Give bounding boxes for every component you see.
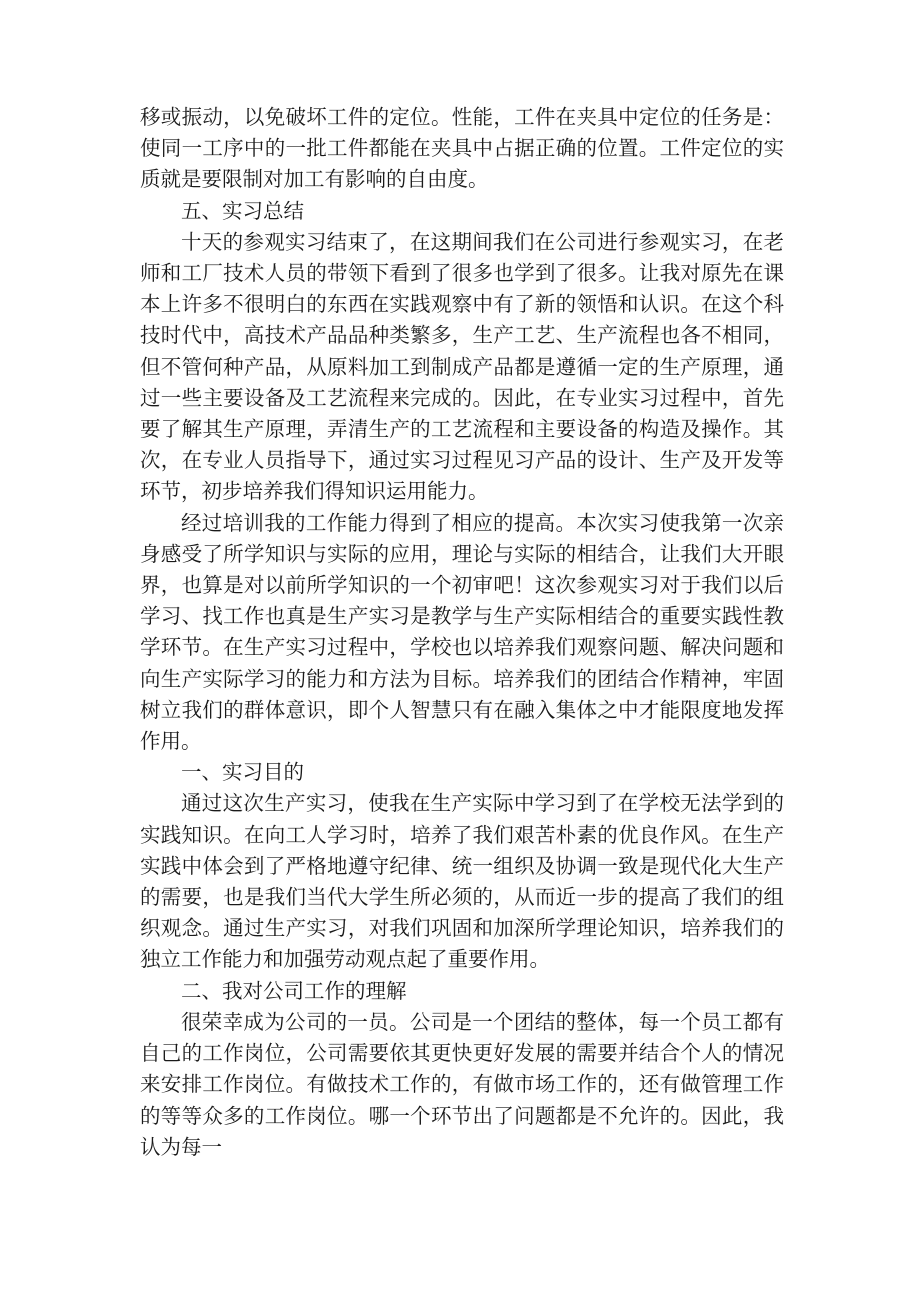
paragraph: 十天的参观实习结束了，在这期间我们在公司进行参观实习，在老师和工厂技术人员的带领下看到了很多也学到了很多。让我对原先在课本上许多不很明白的东西在实践观察中有了新的领悟和认识。在这个科技时代中，高技术产品品种类繁多，生产工艺、生产流程也各不相同，但不管何种产品，从原料加工到制成产品都是遵循一定的生产原理，通过一些主要设备及工艺流程来完成的。因此，在专业实习过程中，首先要了解其生产原理，弄清生产的工艺流程和主要设备的构造及操作。其次，在专业人员指导下，通过实习过程见习产品的设计、生产及开发等环节，初步培养我们得知识运用能力。 xyxy=(140,229,784,504)
section-heading-purpose: 一、实习目的 xyxy=(181,760,304,785)
paragraph-continued: 移或振动，以免破坏工件的定位。性能，工件在夹具中定位的任务是：使同一工序中的一批工件都能在夹具中占据正确的位置。工件定位的实质就是要限制对加工有影响的自由度。 xyxy=(140,105,784,192)
paragraph: 很荣幸成为公司的一员。公司是一个团结的整体，每一个员工都有自己的工作岗位，公司需要依其更快更好发展的需要并结合个人的情况来安排工作岗位。有做技术工作的，有做市场工作的，还有做管理工作的等等众多的工作岗位。哪一个环节出了问题都是不允许的。因此，我认为每一 xyxy=(140,1009,784,1159)
section-heading-summary: 五、实习总结 xyxy=(181,198,304,223)
paragraph: 经过培训我的工作能力得到了相应的提高。本次实习使我第一次亲身感受了所学知识与实际的应用，理论与实际的相结合，让我们大开眼界，也算是对以前所学知识的一个初审吧！这次参观实习对于我们以后学习、找工作也真是生产实习是教学与生产实际相结合的重要实践性教学环节。在生产实习过程中，学校也以培养我们观察问题、解决问题和向生产实际学习的能力和方法为目标。培养我们的团结合作精神，牢固树立我们的群体意识，即个人智慧只有在融入集体之中才能限度地发挥作用。 xyxy=(140,510,784,754)
document-body xyxy=(140,102,784,1163)
section-heading-understanding: 二、我对公司工作的理解 xyxy=(181,978,407,1003)
paragraph: 通过这次生产实习，使我在生产实际中学习到了在学校无法学到的实践知识。在向工人学习时，培养了我们艰苦朴素的优良作风。在生产实践中体会到了严格地遵守纪律、统一组织及协调一致是现代化大生产的需要，也是我们当代大学生所必须的，从而近一步的提高了我们的组织观念。通过生产实习，对我们巩固和加深所学理论知识，培养我们的独立工作能力和加强劳动观点起了重要作用。 xyxy=(140,791,784,972)
